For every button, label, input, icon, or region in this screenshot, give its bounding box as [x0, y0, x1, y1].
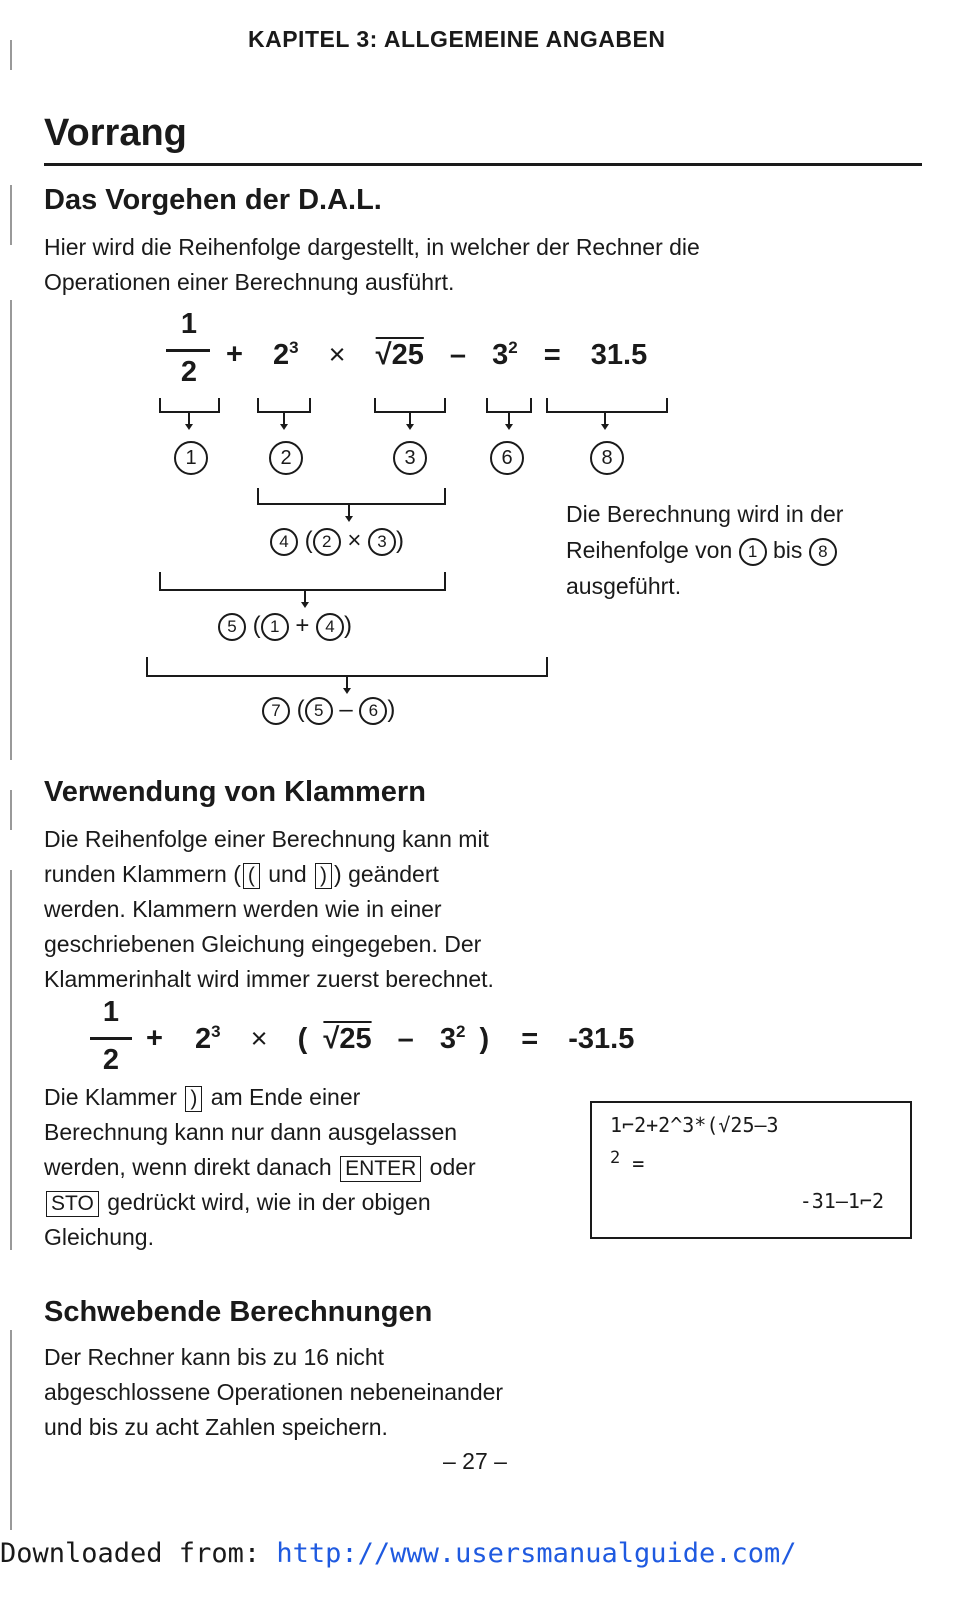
power-exp: 3: [211, 1022, 221, 1041]
power-base: 2: [195, 1022, 212, 1055]
sqrt-term: √25: [323, 1022, 372, 1055]
power-exp: 3: [289, 338, 299, 357]
fraction-numerator: 1: [102, 996, 120, 1028]
key-sto: STO: [46, 1191, 99, 1217]
key-close-paren: ): [315, 863, 332, 889]
section-schwebende-text: Der Rechner kann bis zu 16 nicht abgeschlossene Operationen nebeneinander und bis zu acht Zahlen speichern.: [44, 1344, 504, 1440]
power-exp: 2: [456, 1022, 466, 1041]
fraction-numerator: 1: [180, 308, 198, 340]
minus-sign: –: [449, 338, 467, 371]
step-combo-4: 4 ( 2 × 3 ): [270, 527, 404, 556]
power-base: 3: [492, 338, 509, 371]
equals-sign: =: [543, 338, 561, 371]
step-combo-7: 7 ( 5 – 6 ): [262, 696, 395, 725]
result: 31.5: [590, 338, 648, 371]
step-circle: 1: [174, 441, 208, 475]
order-note: Die Berechnung wird in der Reihenfolge von 1 bis 8 ausgeführt.: [566, 501, 844, 599]
section-heading-klammern: Verwendung von Klammern: [44, 776, 426, 808]
times-sign: ×: [328, 338, 346, 371]
key-close-paren: ): [185, 1086, 202, 1112]
right-paren: ): [479, 1022, 490, 1055]
equation-klammern: [146, 1022, 634, 1056]
key-enter: ENTER: [340, 1156, 421, 1182]
page-title: Vorrang: [44, 112, 187, 154]
display-line: $^2$ =: [610, 1148, 645, 1176]
calculator-display: [590, 1101, 912, 1239]
text-line: Hier wird die Reihenfolge dargestellt, in welcher der Rechner die: [44, 234, 700, 260]
left-paren: (: [297, 1022, 308, 1055]
chapter-header: KAPITEL 3: ALLGEMEINE ANGABEN: [248, 26, 666, 52]
text-line: Operationen einer Berechnung ausführt.: [44, 269, 455, 295]
step-combo-5: 5 ( 1 + 4 ): [218, 612, 352, 641]
times-sign: ×: [250, 1022, 268, 1055]
fraction-denominator: 2: [180, 356, 198, 388]
power-base: 2: [273, 338, 290, 371]
step-circle: 3: [393, 441, 427, 475]
fraction-denominator: 2: [102, 1044, 120, 1076]
minus-sign: –: [397, 1022, 414, 1055]
plus-sign: +: [146, 1022, 163, 1055]
step-circle: 6: [490, 441, 524, 475]
fraction-bar: [90, 1037, 132, 1040]
plus-sign: +: [226, 338, 243, 371]
footer-prefix: Downloaded from:: [0, 1538, 277, 1569]
step-circle: 8: [590, 441, 624, 475]
power-base: 3: [439, 1022, 456, 1055]
display-result: -31–1⌐2: [799, 1189, 884, 1213]
display-line: 1⌐2+2^3*(√25–3: [610, 1113, 779, 1137]
footer-link[interactable]: http://www.usersmanualguide.com/: [276, 1538, 797, 1569]
sqrt-term: √25: [375, 338, 424, 371]
key-open-paren: (: [243, 863, 260, 889]
section-klammern-text-2: Die Klammer ) am Ende einer Berechnung kann nur dann ausgelassen werden, wenn direkt danach ENTER oder STO gedrückt wird, wie in der obigen Gleichung.: [44, 1084, 476, 1250]
result: -31.5: [568, 1022, 635, 1055]
equals-sign: =: [521, 1022, 539, 1055]
step-circle: 2: [269, 441, 303, 475]
section-heading-schwebende: Schwebende Berechnungen: [44, 1296, 433, 1328]
download-footer: [0, 1538, 797, 1569]
section-heading-dal: Das Vorgehen der D.A.L.: [44, 184, 382, 216]
section-klammern-text: Die Reihenfolge einer Berechnung kann mit runden Klammern ( ( und ) ) geändert werden. Klammern werden wie in einer geschriebenen Gleichung eingegeben. Der Klammerinhalt wird immer zuerst berechnet.: [44, 826, 494, 992]
power-exp: 2: [508, 338, 518, 357]
page-number: – 27 –: [443, 1448, 507, 1474]
